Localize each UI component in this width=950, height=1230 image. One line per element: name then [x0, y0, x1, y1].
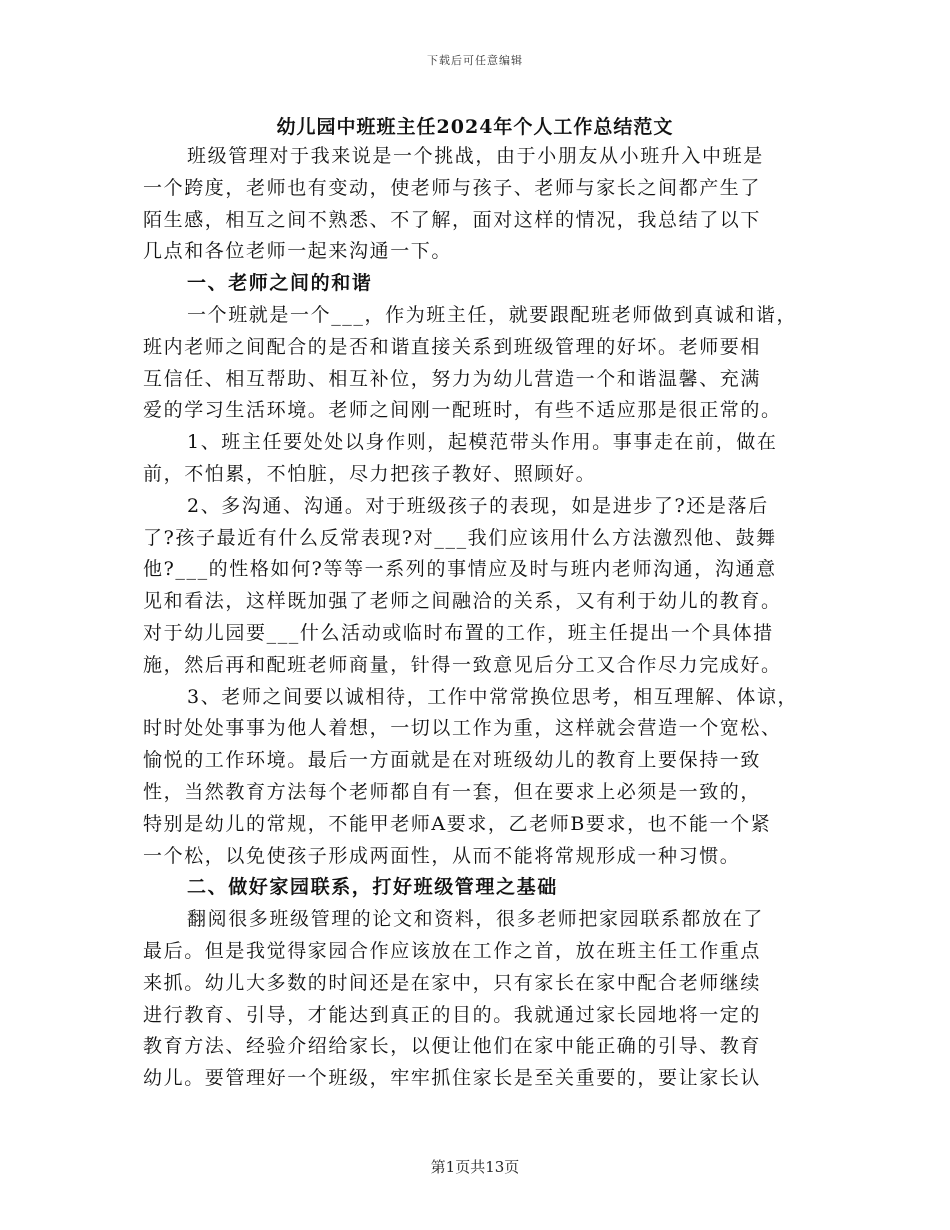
- body-line: 1、班主任要处处以身作则，起模范带头作用。事事走在前，做在: [187, 431, 778, 454]
- body-line: 幼儿。要管理好一个班级，牢牢抓住家长是至关重要的，要让家长认: [143, 1067, 762, 1090]
- body-line: 来抓。幼儿大多数的时间还是在家中，只有家长在家中配合老师继续: [143, 971, 762, 994]
- body-line: 翻阅很多班级管理的论文和资料，很多老师把家园联系都放在了: [187, 908, 764, 931]
- body-line: 时时处处事事为他人着想，一切以工作为重，这样就会营造一个宽松、: [143, 717, 782, 740]
- body-line: 互信任、相互帮助、相互补位，努力为幼儿营造一个和谐温馨、充满: [143, 367, 762, 390]
- body-line: 爱的学习生活环境。老师之间刚一配班时，有些不适应那是很正常的。: [143, 399, 782, 422]
- section-heading: 一、老师之间的和谐: [187, 272, 373, 295]
- body-line: 他?___的性格如何?等等一系列的事情应及时与班内老师沟通，沟通意: [143, 558, 777, 581]
- body-line: 一个松，以免使孩子形成两面性，从而不能将常规形成一种习惯。: [143, 844, 741, 867]
- body-line: 施，然后再和配班老师商量，针得一致意见后分工又合作尽力完成好。: [143, 653, 782, 676]
- body-line: 3、老师之间要以诚相待，工作中常常换位思考，相互理解、体谅，: [187, 685, 799, 708]
- body-line: 2、多沟通、沟通。对于班级孩子的表现，如是进步了?还是落后: [187, 494, 769, 517]
- body-line: 班级管理对于我来说是一个挑战，由于小朋友从小班升入中班是: [187, 145, 764, 167]
- body-line: 前，不怕累，不怕脏，尽力把孩子教好、照顾好。: [143, 462, 597, 485]
- body-line: 进行教育、引导，才能达到真正的目的。我就通过家长园地将一定的: [143, 1003, 762, 1026]
- section-heading: 二、做好家园联系，打好班级管理之基础: [187, 876, 558, 899]
- header-note: 下载后可任意编辑: [427, 54, 523, 67]
- body-line: 了?孩子最近有什么反常表现?对___我们应该用什么方法激烈他、鼓舞: [143, 526, 777, 549]
- body-line: 最后。但是我觉得家园合作应该放在工作之首，放在班主任工作重点: [143, 939, 762, 962]
- document-body: [143, 141, 823, 1095]
- body-line: 一个班就是一个___，作为班主任，就要跟配班老师做到真诚和谐，: [187, 303, 798, 326]
- body-line: 愉悦的工作环境。最后一方面就是在对班级幼儿的教育上要保持一致: [143, 749, 762, 772]
- body-line: 陌生感，相互之间不熟悉、不了解，面对这样的情况，我总结了以下: [143, 208, 762, 231]
- document-title: 幼儿园中班班主任2024年个人工作总结范文: [276, 116, 674, 138]
- body-line: 班内老师之间配合的是否和谐直接关系到班级管理的好坏。老师要相: [143, 335, 762, 358]
- body-line: 一个跨度，老师也有变动，使老师与孩子、老师与家长之间都产生了: [143, 176, 762, 199]
- body-line: 见和看法，这样既加强了老师之间融洽的关系，又有利于幼儿的教育。: [143, 590, 782, 613]
- body-line: 性，当然教育方法每个老师都自有一套，但在要求上必须是一致的，: [143, 780, 762, 803]
- body-line: 特别是幼儿的常规，不能甲老师A要求，乙老师B要求，也不能一个紧: [143, 812, 772, 835]
- body-line: 对于幼儿园要___什么活动或临时布置的工作，班主任提出一个具体措: [143, 621, 774, 644]
- body-line: 几点和各位老师一起来沟通一下。: [143, 240, 453, 263]
- body-line: 教育方法、经验介绍给家长，以便让他们在家中能正确的引导、教育: [143, 1035, 762, 1058]
- page-number-footer: 第1页共13页: [430, 1158, 520, 1176]
